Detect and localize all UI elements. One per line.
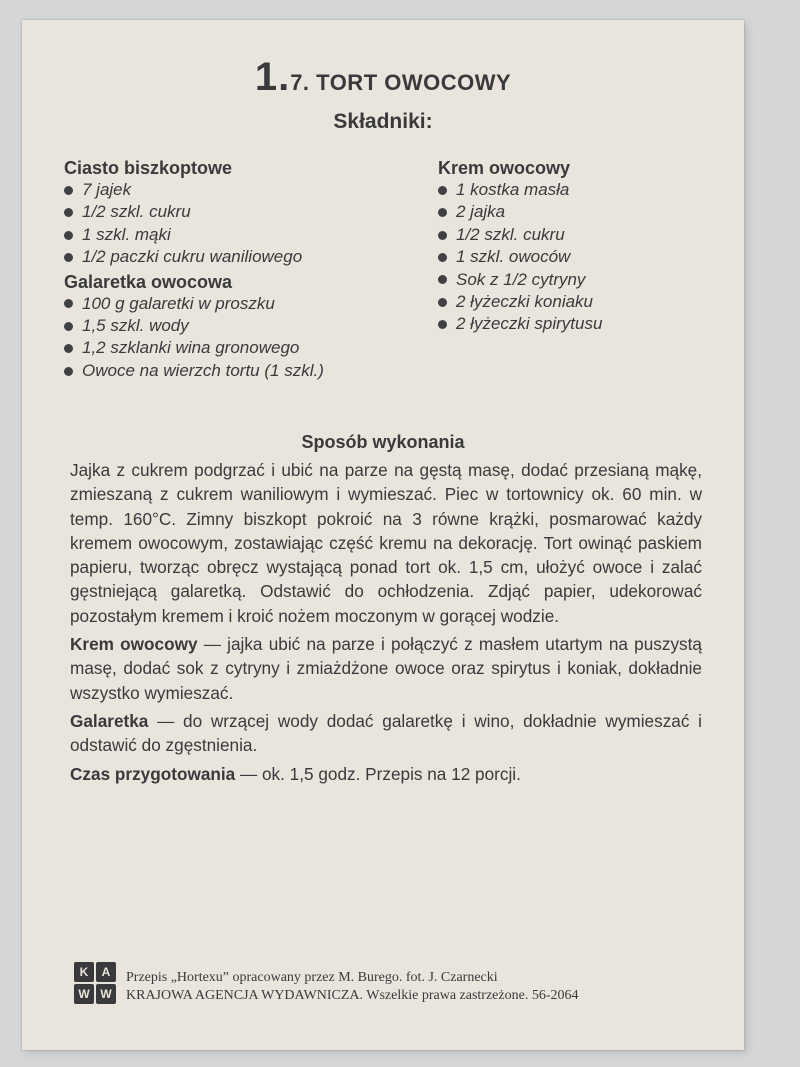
bullet-icon [64, 186, 73, 195]
paragraph-label: Krem owocowy [70, 634, 198, 655]
logo-letter: A [96, 962, 116, 982]
list-item [438, 246, 738, 268]
bullet-icon [64, 208, 73, 217]
sponge-ingredient-list [64, 179, 444, 269]
publisher-logo-icon [74, 962, 116, 1004]
bullet-icon [438, 208, 447, 217]
ingredient-text: 1/2 szkl. cukru [82, 202, 191, 222]
list-item [438, 269, 738, 291]
method-heading: Sposób wykonania [301, 432, 465, 452]
bullet-icon [64, 322, 73, 331]
list-item [64, 337, 444, 359]
time-paragraph [70, 762, 702, 786]
ingredient-text: 1/2 szkl. cukru [456, 224, 565, 244]
cream-ingredient-list [438, 179, 738, 336]
logo-letter: K [74, 962, 94, 982]
list-item [64, 179, 444, 201]
ingredients-heading: Składniki: [333, 110, 433, 133]
bullet-icon [438, 253, 447, 262]
section-heading-jelly: Galaretka owocowa [64, 271, 233, 292]
jelly-ingredient-list [64, 293, 444, 383]
list-item [438, 201, 738, 223]
paragraph-body: — do wrzącej wody dodać galaretkę i wino, dokładnie wymieszać i odstawić do zgęstnienia. [70, 710, 702, 756]
ingredient-text: 7 jajek [82, 180, 132, 199]
bullet-icon [438, 298, 447, 307]
paragraph-label: Czas przygotowania [70, 763, 236, 784]
list-item [438, 291, 738, 313]
ingredient-text: 1 szkl. owoców [456, 247, 571, 267]
bullet-icon [438, 275, 447, 284]
bullet-icon [64, 367, 73, 376]
bullet-icon [64, 299, 73, 308]
title-text: 7. TORT OWOCOWY [290, 70, 512, 95]
list-item [64, 246, 444, 268]
list-item [438, 224, 738, 246]
ingredients-right-column [438, 157, 738, 336]
method-text [70, 458, 702, 790]
paragraph-body: — ok. 1,5 godz. Przepis na 12 porcji. [235, 763, 521, 784]
paragraph-label: Galaretka [70, 710, 149, 731]
ingredient-text: 2 łyżeczki spirytusu [456, 314, 603, 334]
ingredient-text: 1/2 paczki cukru waniliowego [82, 247, 303, 267]
ingredient-text: 1 kostka masła [456, 180, 570, 199]
paragraph-body: — jajka ubić na parze i połączyć z masłem utartym na puszystą masę, dodać sok z cytryny i zmiażdżone owoce oraz spirytus i koniak, dokładnie wszystko wymieszać. [70, 634, 702, 703]
logo-letter: W [74, 984, 94, 1004]
ingredient-text: Sok z 1/2 cytryny [456, 269, 586, 289]
recipe-card [22, 20, 744, 1050]
ingredient-text: 2 jajka [456, 202, 506, 222]
list-item [438, 313, 738, 335]
list-item [64, 293, 444, 315]
recipe-title [22, 55, 744, 100]
ingredient-text: 1,5 szkl. wody [82, 316, 189, 336]
logo-letter: W [96, 984, 116, 1004]
jelly-paragraph [70, 709, 702, 758]
bullet-icon [438, 186, 447, 195]
list-item [64, 360, 444, 382]
cream-paragraph [70, 632, 702, 705]
footer [74, 962, 734, 1008]
ingredient-text: 1 szkl. mąki [82, 224, 171, 244]
ingredients-left-column [64, 157, 444, 382]
bullet-icon [64, 253, 73, 262]
method-paragraph: Jajka z cukrem podgrzać i ubić na parze na gęstą masę, dodać przesianą mąkę, zmieszaną z cukrem waniliowym i wymieszać. Piec w tortownicy ok. 60 min. w temp. 160°C. Zimny biszkopt pokroić na 3 równe krążki, posmarować każdy kremem owocowym, zostawiając część kremu na dekorację. Tort owinąć paskiem papieru, tworząc obręcz wystającą ponad tort ok. 1,5 cm, ułożyć owoce i zalać gęstniejącą galaretką. Odstawić do ochłodzenia. Zdjąć papier, udekorować pozostałym kremem i kroić nożem moczonym w gorącej wodzie. [70, 460, 702, 626]
list-item [64, 224, 444, 246]
credit-line-1: Przepis „Hortexu” opracowany przez M. Burego. fot. J. Czarnecki [126, 970, 498, 985]
ingredient-text: Owoce na wierzch tortu (1 szkl.) [82, 360, 324, 380]
bullet-icon [438, 320, 447, 329]
bullet-icon [64, 344, 73, 353]
section-heading-cream: Krem owocowy [438, 158, 571, 178]
ingredient-text: 100 g galaretki w proszku [82, 293, 275, 313]
credit-line-2: KRAJOWA AGENCJA WYDAWNICZA. Wszelkie prawa zastrzeżone. 56-2064 [126, 988, 579, 1003]
title-number: 1. [254, 55, 291, 99]
bullet-icon [438, 231, 447, 240]
list-item [64, 201, 444, 223]
section-heading-sponge: Ciasto biszkoptowe [64, 158, 233, 178]
list-item [64, 315, 444, 337]
ingredient-text: 1,2 szklanki wina gronowego [82, 338, 300, 358]
list-item [438, 179, 738, 201]
ingredient-text: 2 łyżeczki koniaku [456, 292, 594, 312]
bullet-icon [64, 231, 73, 240]
credits [126, 969, 578, 1005]
